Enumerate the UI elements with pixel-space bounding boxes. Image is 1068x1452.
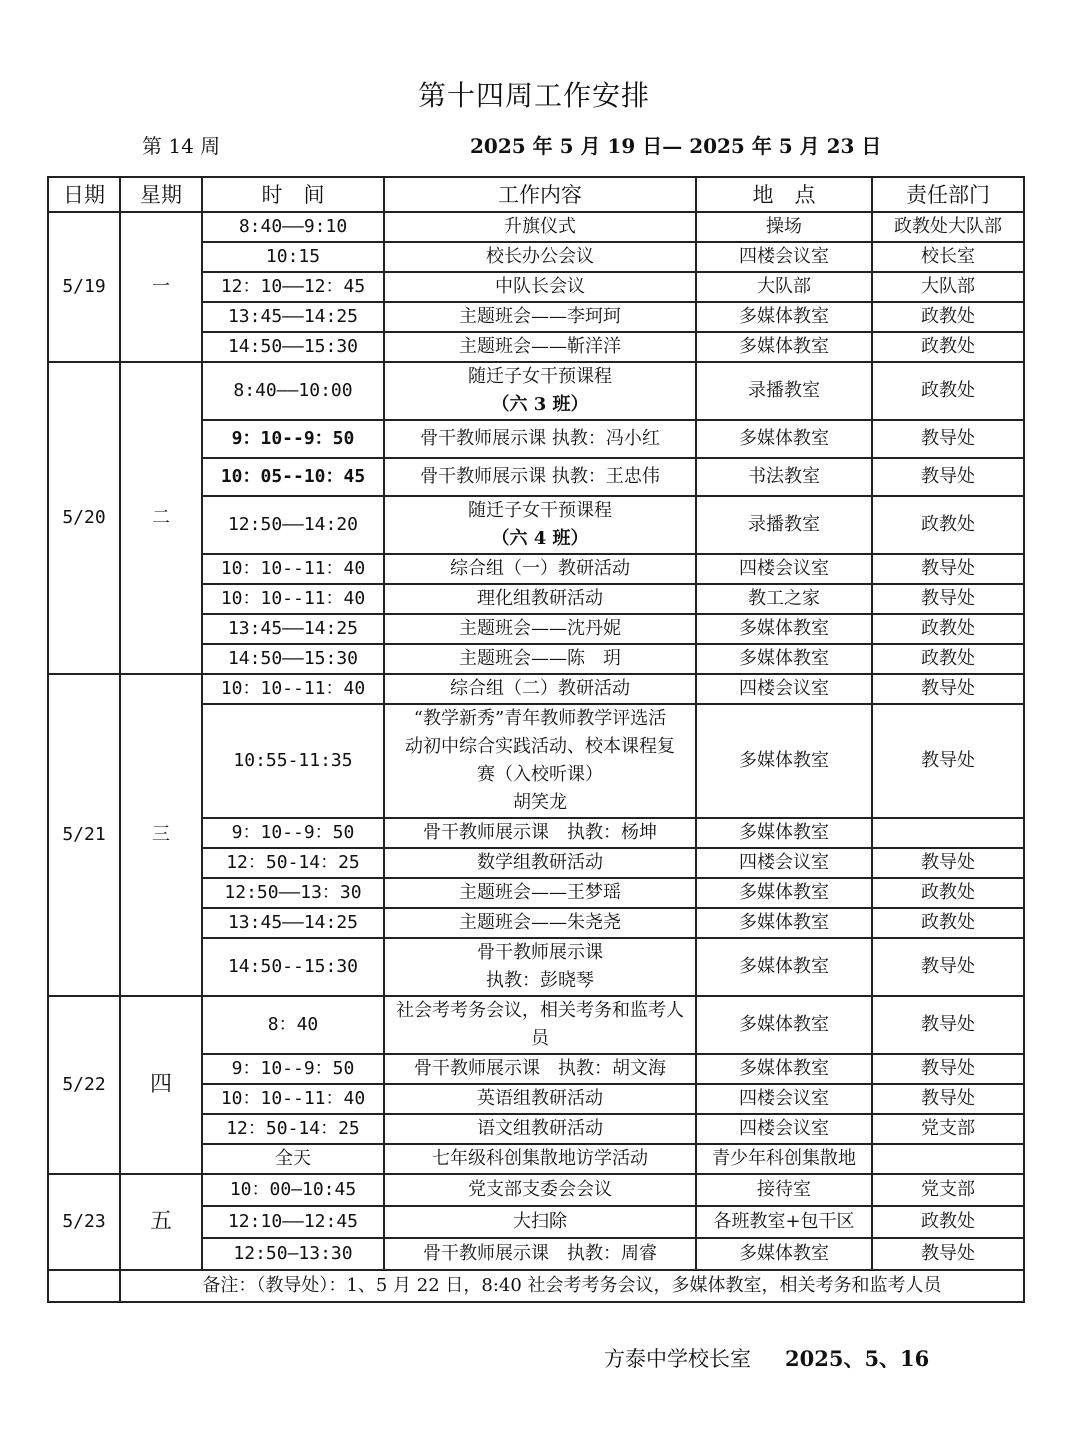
department-cell: 政教处 bbox=[872, 1206, 1024, 1238]
time-cell: 10：10--11：40 bbox=[202, 1084, 384, 1114]
time-cell: 14:50——15:30 bbox=[202, 332, 384, 362]
date-cell: 5/19 bbox=[48, 212, 120, 362]
content-cell: 七年级科创集散地访学活动 bbox=[384, 1144, 696, 1174]
weekday-cell: 五 bbox=[120, 1174, 202, 1270]
location-cell: 大队部 bbox=[696, 272, 872, 302]
weekday-cell: 三 bbox=[120, 674, 202, 996]
location-cell: 多媒体教室 bbox=[696, 332, 872, 362]
remark-cell: 备注：（教导处）：1、5 月 22 日，8:40 社会考考务会议，多媒体教室，相关考务和监考人员 bbox=[120, 1270, 1024, 1302]
content-line: 随迁子女干预课程 bbox=[468, 500, 612, 521]
content-cell bbox=[384, 704, 696, 818]
header-weekday: 星期 bbox=[120, 177, 202, 212]
time-cell: 10：10--11：40 bbox=[202, 584, 384, 614]
department-cell: 教导处 bbox=[872, 420, 1024, 458]
content-cell: 综合组（一）教研活动 bbox=[384, 554, 696, 584]
location-cell: 录播教室 bbox=[696, 362, 872, 420]
time-cell: 14:50--15:30 bbox=[202, 938, 384, 996]
content-cell: 骨干教师展示课 执教：冯小红 bbox=[384, 420, 696, 458]
location-cell: 多媒体教室 bbox=[696, 1238, 872, 1270]
location-cell: 多媒体教室 bbox=[696, 938, 872, 996]
table-row bbox=[48, 362, 1024, 420]
time-cell: 8：40 bbox=[202, 996, 384, 1054]
location-cell: 各班教室+包干区 bbox=[696, 1206, 872, 1238]
department-cell: 教导处 bbox=[872, 848, 1024, 878]
week-label: 第 14 周 bbox=[142, 134, 221, 158]
weekday-cell: 二 bbox=[120, 362, 202, 674]
content-cell: 社会考考务会议，相关考务和监考人员 bbox=[384, 996, 696, 1054]
table-row bbox=[48, 1174, 1024, 1206]
footer-org: 方泰中学校长室 bbox=[604, 1347, 751, 1371]
time-cell: 9：10--9：50 bbox=[202, 818, 384, 848]
department-cell: 政教处 bbox=[872, 496, 1024, 554]
content-cell: 党支部支委会会议 bbox=[384, 1174, 696, 1206]
content-cell: 理化组教研活动 bbox=[384, 584, 696, 614]
date-cell: 5/20 bbox=[48, 362, 120, 674]
location-cell: 操场 bbox=[696, 212, 872, 242]
remark-spacer bbox=[48, 1270, 120, 1302]
time-cell: 13:45——14:25 bbox=[202, 302, 384, 332]
header-date: 日期 bbox=[48, 177, 120, 212]
location-cell: 多媒体教室 bbox=[696, 614, 872, 644]
header-content: 工作内容 bbox=[384, 177, 696, 212]
weekday-cell: 四 bbox=[120, 996, 202, 1174]
footer bbox=[604, 1343, 929, 1373]
content-cell: 主题班会——沈丹妮 bbox=[384, 614, 696, 644]
department-cell: 政教处 bbox=[872, 362, 1024, 420]
location-cell: 多媒体教室 bbox=[696, 878, 872, 908]
content-cell: 英语组教研活动 bbox=[384, 1084, 696, 1114]
header-time: 时 间 bbox=[202, 177, 384, 212]
time-cell: 12：50-14：25 bbox=[202, 848, 384, 878]
time-cell: 12：10——12：45 bbox=[202, 272, 384, 302]
location-cell: 多媒体教室 bbox=[696, 996, 872, 1054]
content-line: （六 3 班） bbox=[491, 394, 589, 415]
department-cell bbox=[872, 1144, 1024, 1174]
date-range: 2025 年 5 月 19 日— 2025 年 5 月 23 日 bbox=[470, 134, 882, 158]
department-cell: 教导处 bbox=[872, 996, 1024, 1054]
location-cell: 多媒体教室 bbox=[696, 644, 872, 674]
location-cell: 四楼会议室 bbox=[696, 1114, 872, 1144]
time-cell: 10：10--11：40 bbox=[202, 674, 384, 704]
department-cell: 政教处 bbox=[872, 878, 1024, 908]
department-cell: 教导处 bbox=[872, 704, 1024, 818]
time-cell: 12：50-14：25 bbox=[202, 1114, 384, 1144]
location-cell: 多媒体教室 bbox=[696, 1054, 872, 1084]
location-cell: 四楼会议室 bbox=[696, 242, 872, 272]
department-cell: 教导处 bbox=[872, 1054, 1024, 1084]
department-cell: 教导处 bbox=[872, 938, 1024, 996]
time-cell: 13:45——14:25 bbox=[202, 614, 384, 644]
time-cell: 13:45——14:25 bbox=[202, 908, 384, 938]
department-cell: 教导处 bbox=[872, 674, 1024, 704]
content-cell: 大扫除 bbox=[384, 1206, 696, 1238]
content-cell: 骨干教师展示课 执教：杨坤 bbox=[384, 818, 696, 848]
location-cell: 多媒体教室 bbox=[696, 818, 872, 848]
department-cell: 政教处 bbox=[872, 644, 1024, 674]
time-cell: 10:15 bbox=[202, 242, 384, 272]
page-title: 第十四周工作安排 bbox=[417, 79, 650, 112]
content-cell: 升旗仪式 bbox=[384, 212, 696, 242]
table-row bbox=[48, 996, 1024, 1054]
time-cell: 8:40——9:10 bbox=[202, 212, 384, 242]
time-cell: 12:50——14:20 bbox=[202, 496, 384, 554]
location-cell: 四楼会议室 bbox=[696, 848, 872, 878]
content-cell: 中队长会议 bbox=[384, 272, 696, 302]
table-row bbox=[48, 212, 1024, 242]
department-cell bbox=[872, 818, 1024, 848]
department-cell: 政教处 bbox=[872, 614, 1024, 644]
department-cell: 教导处 bbox=[872, 1238, 1024, 1270]
content-line: 动初中综合实践活动、校本课程复 bbox=[405, 736, 675, 757]
time-cell: 全天 bbox=[202, 1144, 384, 1174]
location-cell: 多媒体教室 bbox=[696, 420, 872, 458]
date-cell: 5/21 bbox=[48, 674, 120, 996]
location-cell: 书法教室 bbox=[696, 458, 872, 496]
content-cell: 主题班会——陈 玥 bbox=[384, 644, 696, 674]
content-cell: 主题班会——靳洋洋 bbox=[384, 332, 696, 362]
content-line: （六 4 班） bbox=[491, 528, 589, 549]
header-department: 责任部门 bbox=[872, 177, 1024, 212]
location-cell: 教工之家 bbox=[696, 584, 872, 614]
date-cell: 5/23 bbox=[48, 1174, 120, 1270]
time-cell: 12:10——12:45 bbox=[202, 1206, 384, 1238]
time-cell: 12:50—13:30 bbox=[202, 1238, 384, 1270]
location-cell: 四楼会议室 bbox=[696, 554, 872, 584]
location-cell: 多媒体教室 bbox=[696, 302, 872, 332]
content-cell: 主题班会——李珂珂 bbox=[384, 302, 696, 332]
content-cell bbox=[384, 496, 696, 554]
department-cell: 教导处 bbox=[872, 554, 1024, 584]
header-location: 地 点 bbox=[696, 177, 872, 212]
location-cell: 四楼会议室 bbox=[696, 674, 872, 704]
department-cell: 校长室 bbox=[872, 242, 1024, 272]
time-cell: 8:40——10:00 bbox=[202, 362, 384, 420]
content-line: 随迁子女干预课程 bbox=[468, 366, 612, 387]
department-cell: 党支部 bbox=[872, 1114, 1024, 1144]
time-cell: 14:50——15:30 bbox=[202, 644, 384, 674]
content-cell: 骨干教师展示课 执教：周睿 bbox=[384, 1238, 696, 1270]
location-cell: 多媒体教室 bbox=[696, 908, 872, 938]
time-cell: 10：05--10：45 bbox=[202, 458, 384, 496]
remark-row bbox=[48, 1270, 1024, 1302]
content-cell: 骨干教师展示课 执教：胡文海 bbox=[384, 1054, 696, 1084]
department-cell: 政教处 bbox=[872, 302, 1024, 332]
location-cell: 多媒体教室 bbox=[696, 704, 872, 818]
schedule-table bbox=[47, 176, 1025, 1303]
content-cell bbox=[384, 938, 696, 996]
department-cell: 党支部 bbox=[872, 1174, 1024, 1206]
weekday-cell: 一 bbox=[120, 212, 202, 362]
header-row bbox=[48, 177, 1024, 212]
date-cell: 5/22 bbox=[48, 996, 120, 1174]
time-cell: 10:55-11:35 bbox=[202, 704, 384, 818]
content-line: 骨干教师展示课 bbox=[477, 942, 603, 963]
content-cell bbox=[384, 362, 696, 420]
location-cell: 四楼会议室 bbox=[696, 1084, 872, 1114]
time-cell: 12:50——13：30 bbox=[202, 878, 384, 908]
content-line: 执教：彭晓琴 bbox=[486, 970, 594, 991]
department-cell: 教导处 bbox=[872, 1084, 1024, 1114]
time-cell: 10：00—10:45 bbox=[202, 1174, 384, 1206]
content-cell: 主题班会——王梦瑶 bbox=[384, 878, 696, 908]
content-line: 胡笑龙 bbox=[513, 792, 567, 813]
time-cell: 9：10--9：50 bbox=[202, 1054, 384, 1084]
location-cell: 接待室 bbox=[696, 1174, 872, 1206]
content-cell: 主题班会——朱尧尧 bbox=[384, 908, 696, 938]
content-line: “教学新秀”青年教师教学评选活 bbox=[413, 708, 667, 729]
content-cell: 校长办公会议 bbox=[384, 242, 696, 272]
department-cell: 政教处 bbox=[872, 908, 1024, 938]
table-row bbox=[48, 674, 1024, 704]
content-cell: 骨干教师展示课 执教：王忠伟 bbox=[384, 458, 696, 496]
department-cell: 教导处 bbox=[872, 458, 1024, 496]
department-cell: 大队部 bbox=[872, 272, 1024, 302]
time-cell: 10：10--11：40 bbox=[202, 554, 384, 584]
department-cell: 政教处 bbox=[872, 332, 1024, 362]
time-cell: 9：10--9：50 bbox=[202, 420, 384, 458]
footer-date: 2025、5、16 bbox=[785, 1346, 930, 1371]
content-line: 赛（入校听课） bbox=[477, 764, 603, 785]
department-cell: 政教处大队部 bbox=[872, 212, 1024, 242]
location-cell: 青少年科创集散地 bbox=[696, 1144, 872, 1174]
location-cell: 录播教室 bbox=[696, 496, 872, 554]
content-cell: 综合组（二）教研活动 bbox=[384, 674, 696, 704]
department-cell: 教导处 bbox=[872, 584, 1024, 614]
content-cell: 数学组教研活动 bbox=[384, 848, 696, 878]
content-cell: 语文组教研活动 bbox=[384, 1114, 696, 1144]
